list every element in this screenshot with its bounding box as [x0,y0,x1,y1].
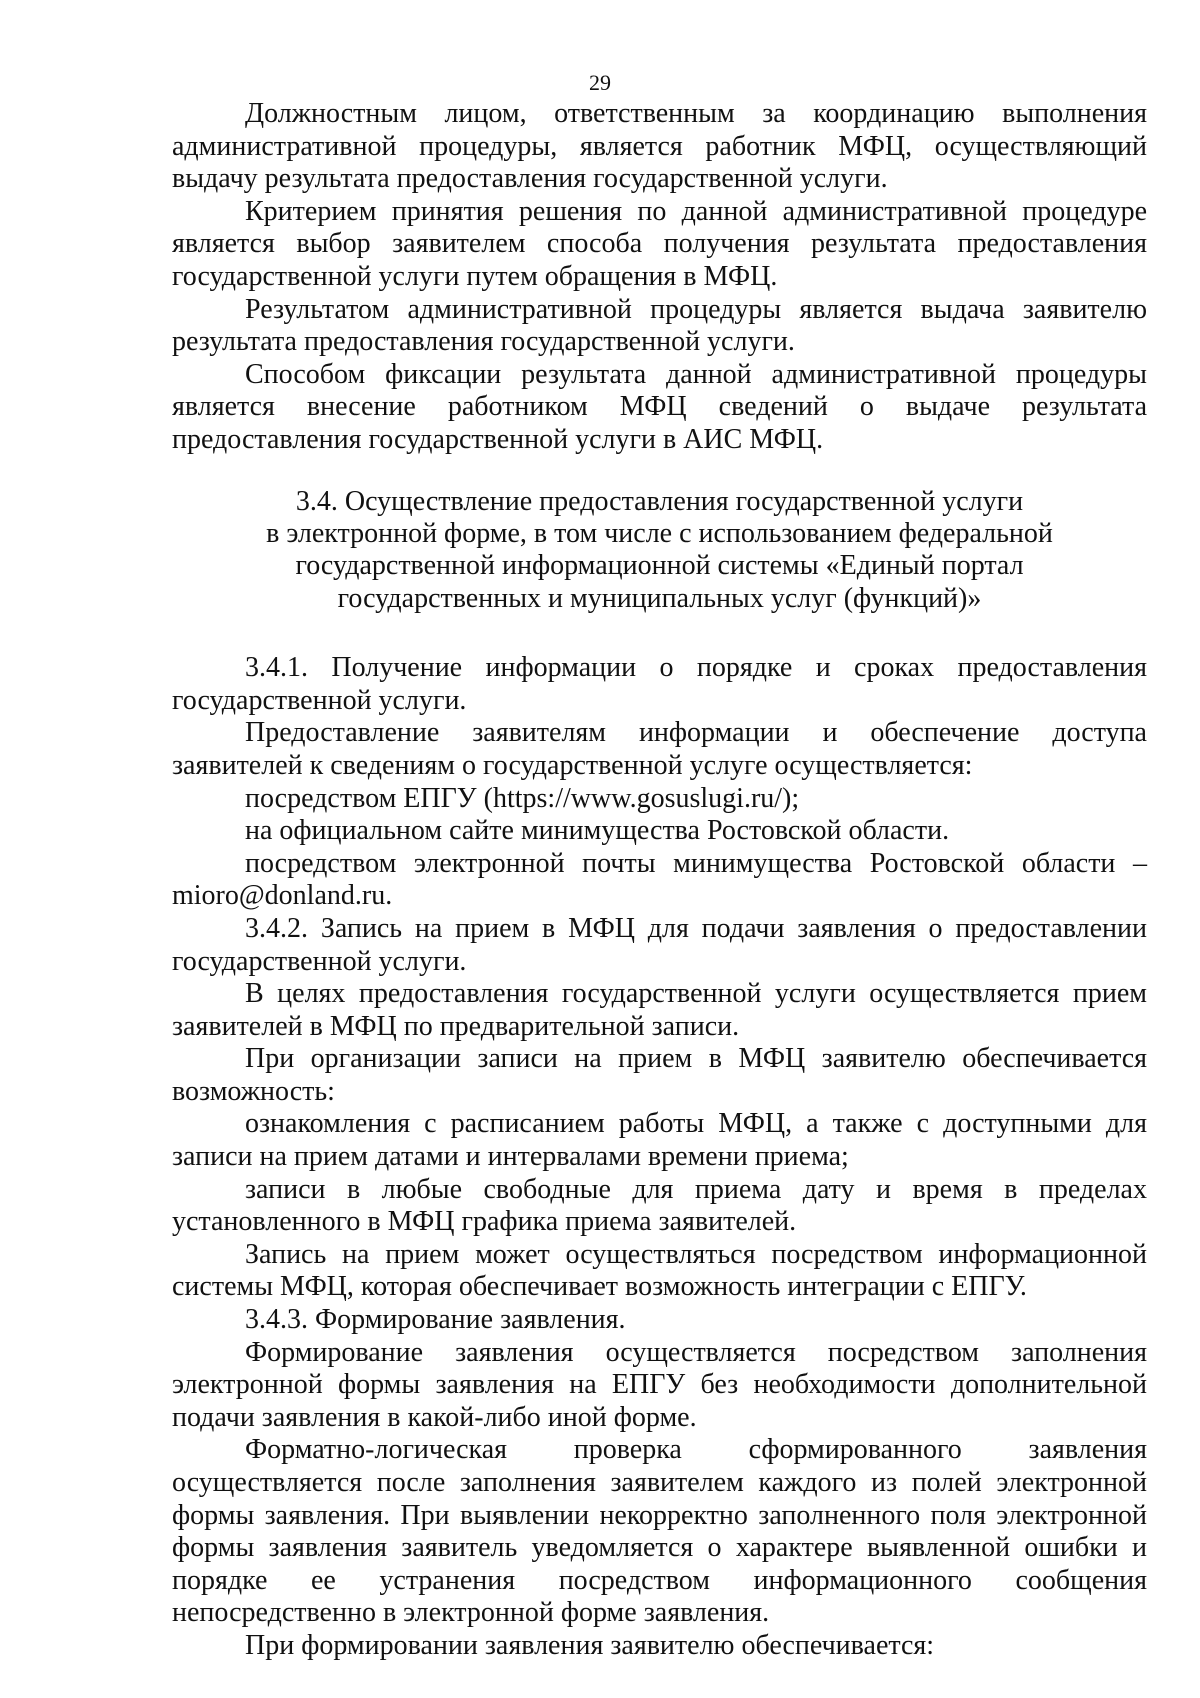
section-heading [172,486,1147,616]
section-heading-line: 3.4. Осуществление предоставления государственной услуги [295,485,1024,517]
section-heading-line: в электронной форме, в том числе с использованием федеральной [266,517,1053,549]
paragraph: Должностным лицом, ответственным за координацию выполнения административной процедуры, является работник МФЦ, осуществляющий выдачу результата предоставления государственной услуги. [172,98,1147,195]
page-number: 29 [589,70,611,95]
paragraph: ознакомления с расписанием работы МФЦ, а также с доступными для записи на прием датами и интервалами времени приема; [172,1108,1147,1173]
paragraph: посредством электронной почты минимущества Ростовской области – mioro@donland.ru. [172,847,1147,912]
paragraph: Запись на прием может осуществляться посредством информационной системы МФЦ, которая обеспечивает возможность интеграции с ЕПГУ. [172,1238,1147,1303]
paragraph: Способом фиксации результата данной административной процедуры является внесение работником МФЦ сведений о выдаче результата предоставления государственной услуги в АИС МФЦ. [172,358,1147,455]
section-heading-line: государственных и муниципальных услуг (функций)» [337,582,982,614]
paragraph: на официальном сайте минимущества Ростовской области. [245,815,950,847]
paragraph: Формирование заявления осуществляется посредством заполнения электронной формы заявления на ЕПГУ без необходимости дополнительной подачи заявления в какой-либо иной форме. [172,1336,1147,1433]
paragraph: 3.4.2. Запись на прием в МФЦ для подачи заявления о предоставлении государственной услуги. [172,912,1147,977]
paragraph: Критерием принятия решения по данной административной процедуре является выбор заявителем способа получения результата предоставления государственной услуги путем обращения в МФЦ. [172,195,1147,292]
paragraph: Результатом административной процедуры является выдача заявителю результата предоставления государственной услуги. [172,293,1147,358]
paragraph: Форматно-логическая проверка сформированного заявления осуществляется после заполнения заявителем каждого из полей электронной формы заявления. При выявлении некорректно заполненного поля электронной формы заявления заявитель уведомляется о характере выявленной ошибки и порядке ее устранения посредством информационного сообщения непосредственно в электронной форме заявления. [172,1434,1147,1629]
paragraph: записи в любые свободные для приема дату и время в пределах установленного в МФЦ графика приема заявителей. [172,1173,1147,1238]
paragraph: При формировании заявления заявителю обеспечивается: [245,1629,935,1661]
document-body [172,98,1147,1663]
section-heading-line: государственной информационной системы «Единый портал [295,550,1024,582]
paragraph: При организации записи на прием в МФЦ заявителю обеспечивается возможность: [172,1043,1147,1107]
paragraph: В целях предоставления государственной услуги осуществляется прием заявителей в МФЦ по предварительной записи. [172,978,1147,1042]
paragraph: 3.4.1. Получение информации о порядке и сроках предоставления государственной услуги. [172,652,1147,716]
paragraph: Предоставление заявителям информации и обеспечение доступа заявителей к сведениям о государственной услуге осуществляется: [172,717,1147,781]
paragraph: посредством ЕПГУ (https://www.gosuslugi.ru/); [245,782,800,814]
paragraph: 3.4.3. Формирование заявления. [245,1304,626,1336]
